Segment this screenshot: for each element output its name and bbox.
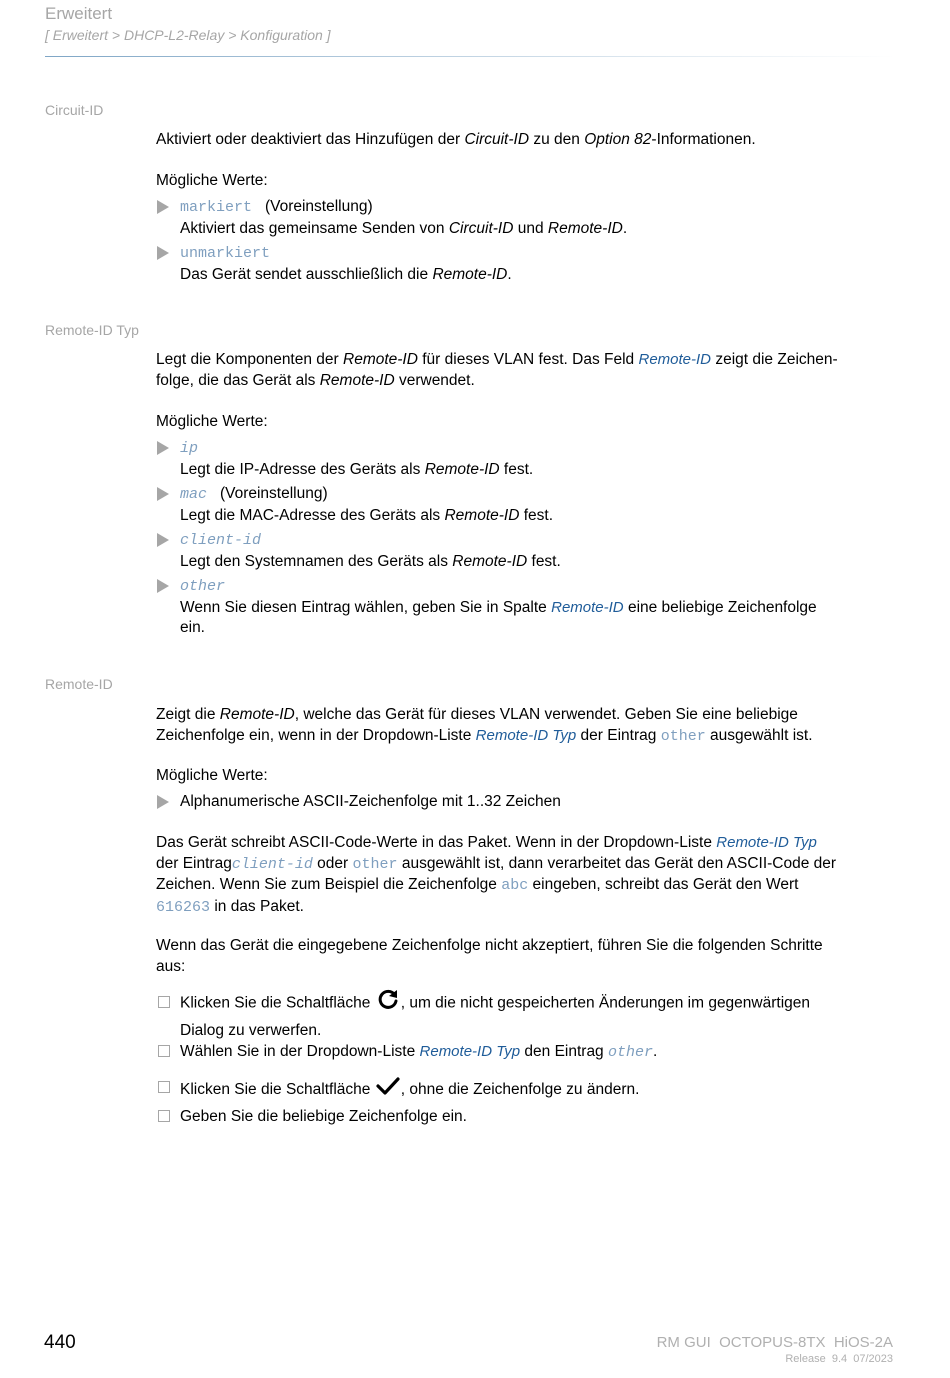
remote-id-values-label: Mögliche Werte:	[156, 767, 268, 784]
remote-id-ascii-explanation: Das Gerät schreibt ASCII-Code-Werte in das Paket. Wenn in der Dropdown-Liste Remote-ID Typ der Eintragclient-id oder other ausgewählt ist, dann verarbeitet das Gerät den ASCII-Code der Zeichen. Wenn Sie zum Beispiel die Zeichenfolge abc eingeben, schreibt das Gerät den Wert 616263 in das Paket.	[156, 834, 837, 916]
page-title: Erweitert	[45, 4, 113, 23]
step-checkbox	[158, 1110, 170, 1122]
bullet-arrow-icon	[157, 579, 169, 593]
remote-id-typ-values-label: Mögliche Werte:	[156, 413, 268, 430]
section-label-circuit-id: Circuit-ID	[45, 102, 104, 118]
step-confirm: Klicken Sie die Schaltfläche , ohne die Zeichenfolge zu ändern.	[180, 1075, 898, 1105]
remote-id-value-ascii: Alphanumerische ASCII-Zeichenfolge mit 1..32 Zeichen	[180, 793, 561, 810]
checkmark-icon	[375, 1075, 401, 1105]
remote-id-steps-intro: Wenn das Gerät die eingegebene Zeichenfolge nicht akzeptiert, führen Sie die folgenden Schritte aus:	[156, 937, 823, 975]
remote-id-typ-option-other: other Wenn Sie diesen Eintrag wählen, geben Sie in Spalte Remote-ID eine beliebige Zeichenfolge ein.	[180, 578, 817, 636]
bullet-arrow-icon	[157, 487, 169, 501]
step-checkbox	[158, 996, 170, 1008]
bullet-arrow-icon	[157, 795, 169, 809]
circuit-id-option-markiert: markiert (Voreinstellung) Aktiviert das gemeinsame Senden von Circuit-ID und Remote-ID.	[180, 198, 628, 237]
step-select-other: Wählen Sie in der Dropdown-Liste Remote-ID Typ den Eintrag other.	[180, 1043, 658, 1061]
circuit-id-values-label: Mögliche Werte:	[156, 172, 268, 189]
remote-id-typ-description: Legt die Komponenten der Remote-ID für dieses VLAN fest. Das Feld Remote-ID zeigt die Zeichen- folge, die das Gerät als Remote-ID verwendet.	[156, 351, 838, 389]
page-number: 440	[44, 1332, 76, 1353]
footer-release: Release 9.4 07/2023	[785, 1353, 893, 1365]
circuit-id-option-unmarkiert: unmarkiert Das Gerät sendet ausschließlich die Remote-ID.	[180, 245, 512, 283]
step-enter-string: Geben Sie die beliebige Zeichenfolge ein.	[180, 1108, 467, 1125]
step-discard-changes: Klicken Sie die Schaltfläche , um die nicht gespeicherten Änderungen im gegenwärtigen Dialog zu verwerfen.	[180, 988, 898, 1042]
header-divider	[45, 56, 895, 57]
remote-id-typ-option-mac: mac (Voreinstellung) Legt die MAC-Adresse des Geräts als Remote-ID fest.	[180, 485, 554, 524]
bullet-arrow-icon	[157, 200, 169, 214]
remote-id-description: Zeigt die Remote-ID, welche das Gerät für dieses VLAN verwendet. Geben Sie eine beliebige Zeichenfolge ein, wenn in der Dropdown-Liste Remote-ID Typ der Eintrag other ausgewählt ist.	[156, 706, 813, 745]
remote-id-typ-option-ip: ip Legt die IP-Adresse des Geräts als Remote-ID fest.	[180, 440, 534, 478]
footer-doc-title: RM GUI OCTOPUS-8TX HiOS-2A	[656, 1334, 893, 1351]
breadcrumb: [ Erweitert > DHCP-L2-Relay > Konfiguration ]	[45, 27, 331, 43]
step-checkbox	[158, 1045, 170, 1057]
bullet-arrow-icon	[157, 533, 169, 547]
circuit-id-description: Aktiviert oder deaktiviert das Hinzufügen der Circuit-ID zu den Option 82-Informationen.	[156, 131, 756, 148]
bullet-arrow-icon	[157, 246, 169, 260]
step-checkbox	[158, 1081, 170, 1093]
section-label-remote-id: Remote-ID	[45, 676, 113, 692]
remote-id-typ-option-client-id: client-id Legt den Systemnamen des Geräts als Remote-ID fest.	[180, 532, 561, 570]
section-label-remote-id-typ: Remote-ID Typ	[45, 322, 139, 338]
reload-icon	[375, 988, 401, 1019]
bullet-arrow-icon	[157, 441, 169, 455]
